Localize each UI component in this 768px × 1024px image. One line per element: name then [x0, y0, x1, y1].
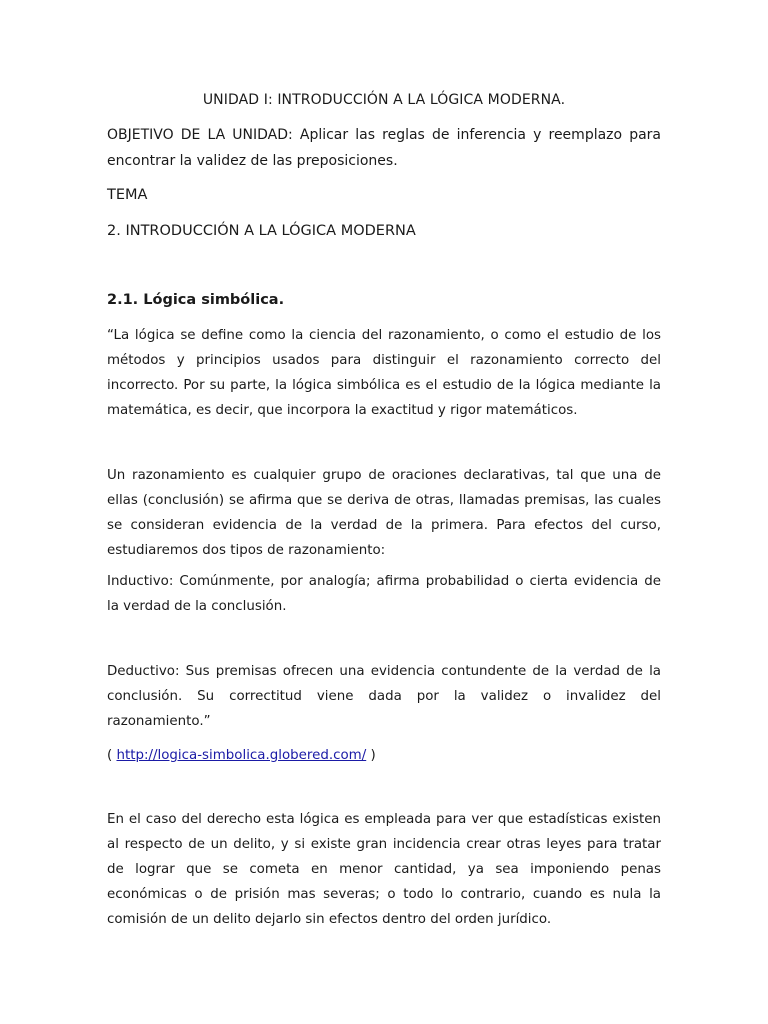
- section-heading: 2. INTRODUCCIÓN A LA LÓGICA MODERNA: [107, 223, 416, 239]
- deductivo-paragraph: Deductivo: Sus premisas ofrecen una evidencia contundente de la verdad de la conclusión. Su correctitud viene dada por la validez o invalidez del razonamiento.”: [107, 664, 661, 729]
- objective-paragraph: OBJETIVO DE LA UNIDAD: Aplicar las reglas de inferencia y reemplazo para encontrar la validez de las preposiciones.: [107, 127, 661, 169]
- source-link[interactable]: http://logica-simbolica.globered.com/: [116, 748, 367, 763]
- source-close-paren: ): [366, 748, 376, 763]
- document-title: UNIDAD I: INTRODUCCIÓN A LA LÓGICA MODERNA.: [202, 92, 566, 108]
- razonamiento-paragraph: Un razonamiento es cualquier grupo de oraciones declarativas, tal que una de ellas (conclusión) se afirma que se deriva de otras, llamadas premisas, las cuales se consideran evidencia de la verdad de la primera. Para efectos del curso, estudiaremos dos tipos de razonamiento:: [107, 468, 661, 558]
- tema-label: TEMA: [107, 187, 148, 203]
- source-open-paren: (: [107, 748, 117, 763]
- source-citation: [107, 743, 661, 768]
- derecho-paragraph: En el caso del derecho esta lógica es empleada para ver que estadísticas existen al respecto de un delito, y si existe gran incidencia crear otras leyes para tratar de lograr que se cometa en menor cantidad, ya sea imponiendo penas económicas o de prisión mas severas; o todo lo contrario, cuando es nula la comisión de un delito dejarlo sin efectos dentro del orden jurídico.: [107, 812, 661, 927]
- subsection-heading: 2.1. Lógica simbólica.: [107, 292, 285, 308]
- inductivo-paragraph: Inductivo: Comúnmente, por analogía; afirma probabilidad o cierta evidencia de la verdad de la conclusión.: [107, 574, 661, 614]
- quote-paragraph: “La lógica se define como la ciencia del razonamiento, o como el estudio de los métodos y principios usados para distinguir el razonamiento correcto del incorrecto. Por su parte, la lógica simbólica es el estudio de la lógica mediante la matemática, es decir, que incorpora la exactitud y rigor matemáticos.: [107, 328, 661, 418]
